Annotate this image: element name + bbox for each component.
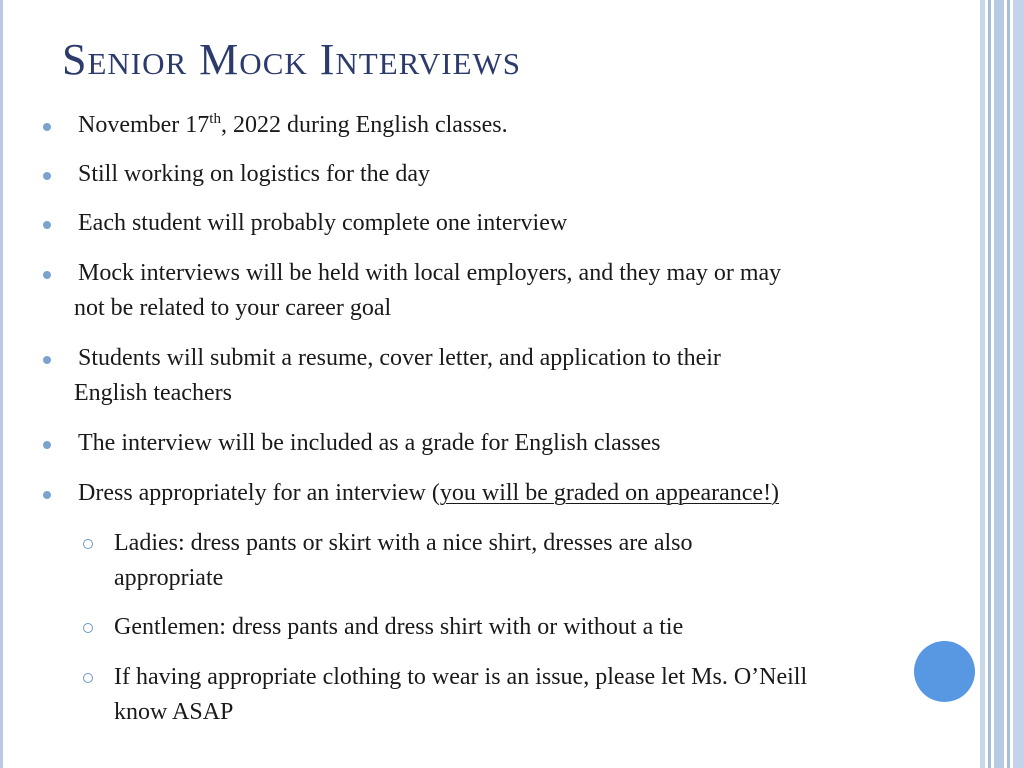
presenter-circle-button[interactable]	[914, 641, 975, 702]
bullet-text-line1: Students will submit a resume, cover letter, and application to their	[78, 345, 721, 371]
bullet-text-line1: Mock interviews will be held with local employers, and they may or may	[78, 260, 782, 286]
bullet-item-date	[74, 108, 954, 143]
subbullet-text-line2: appropriate	[114, 565, 224, 591]
subbullet-text: Gentlemen: dress pants and dress shirt with or without a tie	[114, 614, 684, 640]
bullet-text: Still working on logistics for the day	[78, 161, 430, 187]
bullet-dot-icon	[43, 356, 51, 364]
bullet-text: Dress appropriately for an interview (you will be graded on appearance!)	[78, 480, 780, 506]
underlined-note: you will be graded on appearance!)	[439, 480, 780, 506]
bullet-dot-icon	[43, 123, 51, 131]
bullet-item-grade	[74, 426, 954, 461]
subbullet-text-line2: know ASAP	[114, 699, 234, 725]
bullet-text: Each student will probably complete one interview	[78, 210, 568, 236]
bullet-ring-icon	[83, 539, 93, 549]
bullet-text: November 17th, 2022 during English classes.	[78, 111, 508, 138]
bullet-item-logistics	[74, 157, 954, 192]
bullet-ring-icon	[83, 673, 93, 683]
subbullet-item-ladies	[114, 526, 974, 596]
bullet-ring-icon	[83, 623, 93, 633]
subbullet-text-line1: If having appropriate clothing to wear is an issue, please let Ms. O’Neill	[114, 664, 808, 690]
bullet-item-one-interview	[74, 206, 954, 241]
bullet-item-submit	[74, 341, 954, 411]
subbullet-text-line1: Ladies: dress pants or skirt with a nice shirt, dresses are also	[114, 530, 693, 556]
bullet-dot-icon	[43, 221, 51, 229]
bullet-dot-icon	[43, 441, 51, 449]
bullet-item-employers	[74, 256, 954, 326]
bullet-dot-icon	[43, 271, 51, 279]
bullet-text-line2: not be related to your career goal	[74, 295, 392, 321]
subbullet-item-clothing-issue	[114, 660, 974, 730]
bullet-item-dress	[74, 476, 954, 511]
subbullet-item-gentlemen	[114, 610, 974, 645]
bullet-dot-icon	[43, 491, 51, 499]
bullet-text: The interview will be included as a grade for English classes	[78, 430, 661, 456]
bullet-text-line2: English teachers	[74, 380, 232, 406]
slide-title: Senior Mock Interviews	[62, 35, 522, 84]
bullet-dot-icon	[43, 172, 51, 180]
